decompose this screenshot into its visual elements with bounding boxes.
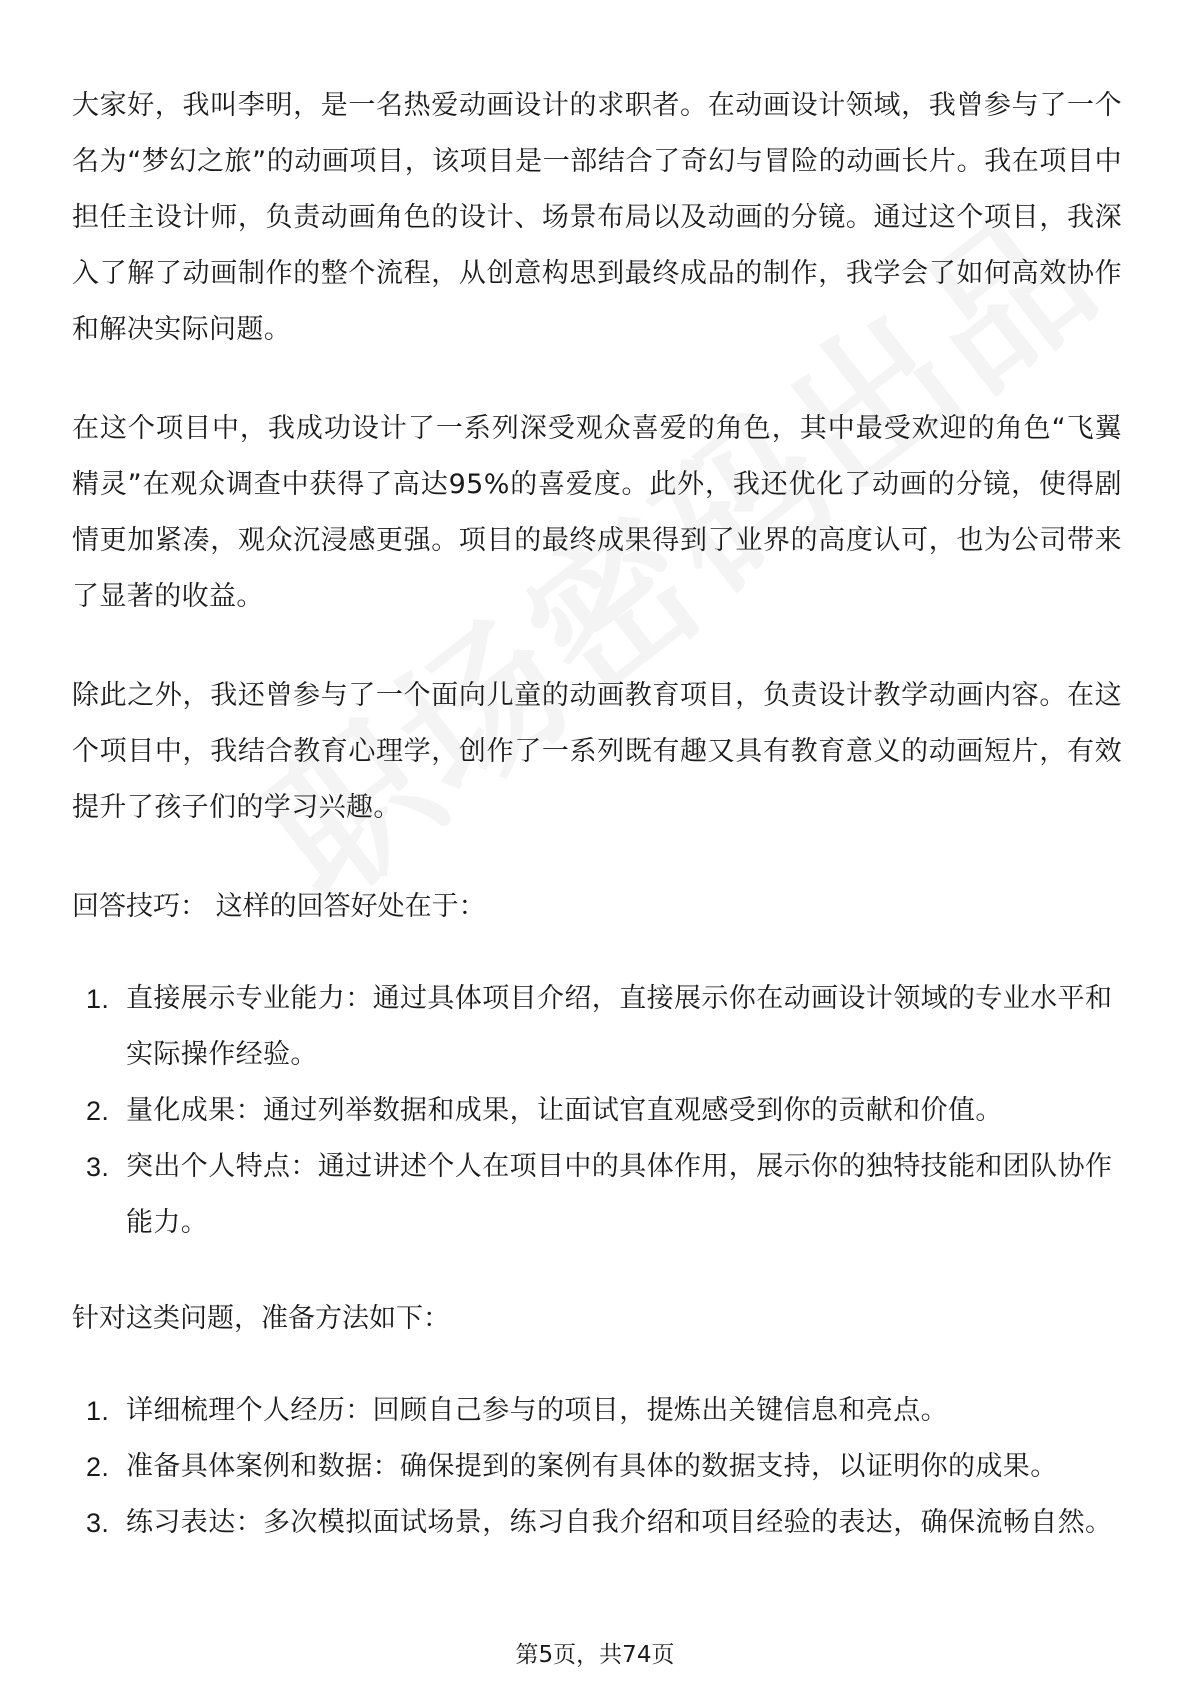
list-item-text: 量化成果：通过列举数据和成果，让面试官直观感受到你的贡献和价值。 xyxy=(126,1095,1003,1126)
list-item xyxy=(72,1139,1122,1251)
list-item xyxy=(72,1439,1122,1495)
prep-list xyxy=(72,1383,1122,1551)
tips-heading: 回答技巧： 这样的回答好处在于： xyxy=(72,891,486,922)
list-item xyxy=(72,1383,1122,1439)
list-item-text: 练习表达：多次模拟面试场景，练习自我介绍和项目经验的表达，确保流畅自然。 xyxy=(126,1507,1113,1538)
list-number: 2. xyxy=(86,1452,110,1482)
list-number: 3. xyxy=(86,1508,110,1538)
list-item-text: 直接展示专业能力：通过具体项目介绍，直接展示你在动画设计领域的专业水平和实际操作经验。 xyxy=(126,983,1113,1070)
list-item xyxy=(72,971,1122,1083)
list-item xyxy=(72,1083,1122,1139)
list-number: 3. xyxy=(86,1152,110,1182)
paragraph-intro: 大家好，我叫李明，是一名热爱动画设计的求职者。在动画设计领域，我曾参与了一个名为“梦幻之旅”的动画项目，该项目是一部结合了奇幻与冒险的动画长片。我在项目中担任主设计师，负责动画角色的设计、场景布局以及动画的分镜。通过这个项目，我深入了解了动画制作的整个流程，从创意构思到最终成品的制作，我学会了如何高效协作和解决实际问题。 xyxy=(72,90,1122,345)
list-number: 1. xyxy=(86,984,110,1014)
list-item-text: 突出个人特点：通过讲述个人在项目中的具体作用，展示你的独特技能和团队协作能力。 xyxy=(126,1151,1113,1238)
page-footer: 第5页，共74页 xyxy=(515,1642,675,1668)
document-body xyxy=(72,78,1122,1591)
list-item-text: 准备具体案例和数据：确保提到的案例有具体的数据支持，以证明你的成果。 xyxy=(126,1451,1058,1482)
tips-list xyxy=(72,971,1122,1251)
paragraph-achievements: 在这个项目中，我成功设计了一系列深受观众喜爱的角色，其中最受欢迎的角色“飞翼精灵”在观众调查中获得了高达95%的喜爱度。此外，我还优化了动画的分镜，使得剧情更加紧凑，观众沉浸感更强。项目的最终成果得到了业界的高度认可，也为公司带来了显著的收益。 xyxy=(72,413,1122,612)
list-item-text: 详细梳理个人经历：回顾自己参与的项目，提炼出关键信息和亮点。 xyxy=(126,1395,948,1426)
list-number: 1. xyxy=(86,1396,110,1426)
list-number: 2. xyxy=(86,1096,110,1126)
paragraph-education-project: 除此之外，我还曾参与了一个面向儿童的动画教育项目，负责设计教学动画内容。在这个项目中，我结合教育心理学，创作了一系列既有趣又具有教育意义的动画短片，有效提升了孩子们的学习兴趣。 xyxy=(72,680,1122,823)
list-item xyxy=(72,1495,1122,1551)
prep-heading: 针对这类问题，准备方法如下： xyxy=(72,1303,450,1334)
